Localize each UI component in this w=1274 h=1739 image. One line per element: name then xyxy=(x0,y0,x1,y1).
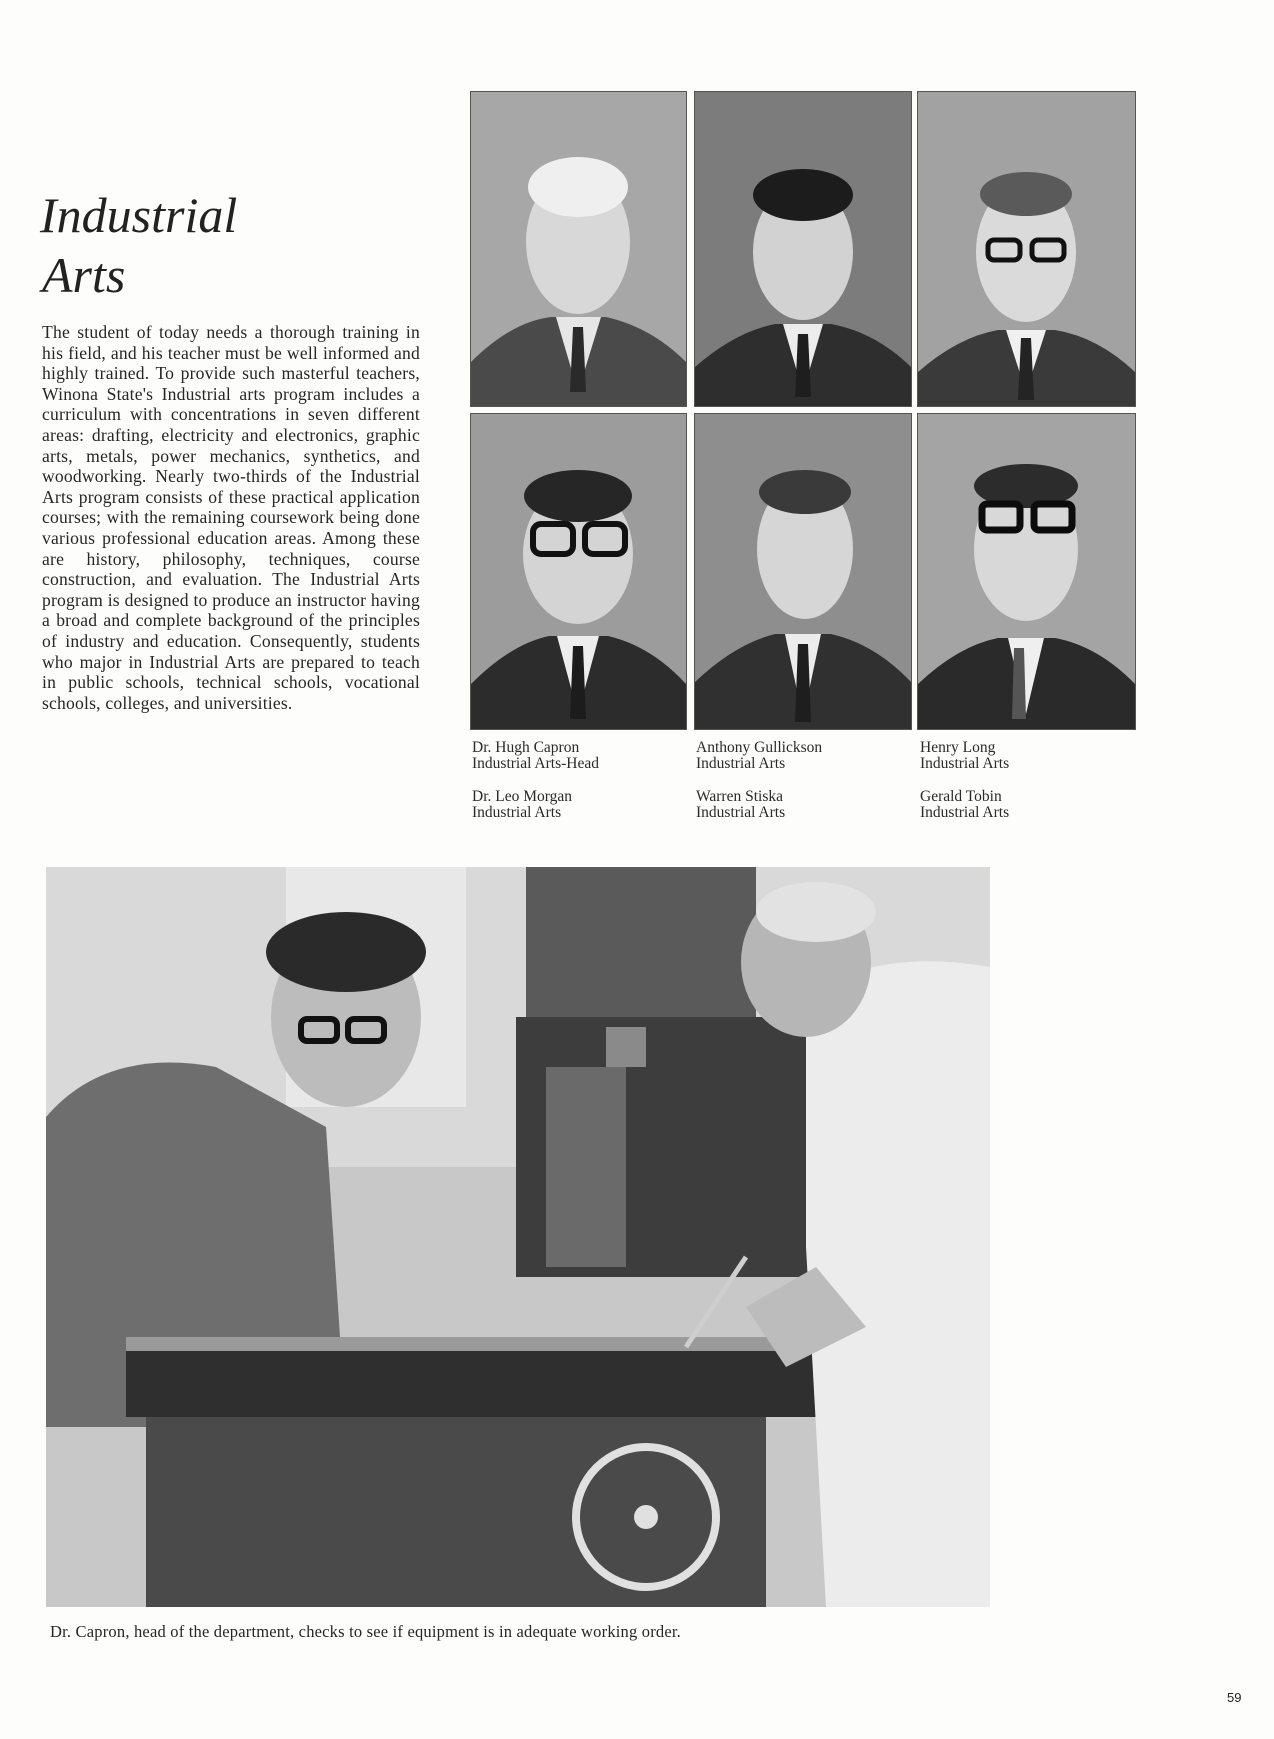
faculty-title: Industrial Arts xyxy=(920,804,1010,821)
caption-hugh-capron xyxy=(472,740,687,772)
faculty-title: Industrial Arts xyxy=(696,804,786,821)
faculty-name: Henry Long xyxy=(920,739,996,756)
caption-warren-stiska xyxy=(696,789,911,821)
portrait-hugh-capron xyxy=(470,91,687,407)
section-title-line-2: Arts xyxy=(42,247,126,303)
page-number: 59 xyxy=(1227,1690,1242,1705)
faculty-title: Industrial Arts xyxy=(920,755,1010,772)
faculty-name: Anthony Gullickson xyxy=(696,739,823,756)
portrait-gerald-tobin xyxy=(917,413,1136,730)
workshop-photo xyxy=(46,867,990,1607)
portrait-henry-long xyxy=(917,91,1136,407)
faculty-title: Industrial Arts xyxy=(472,804,562,821)
photo-caption: Dr. Capron, head of the department, checks to see if equipment is in adequate working order. xyxy=(50,1622,682,1641)
faculty-name: Gerald Tobin xyxy=(920,788,1002,805)
faculty-name: Dr. Hugh Capron xyxy=(472,739,580,756)
section-title xyxy=(40,185,420,305)
intro-paragraph: The student of today needs a thorough training in his field, and his teacher must be well informed and highly trained. To provide such masterful teachers, Winona State's Industrial arts program includes a curriculum with concentrations in seven different areas: drafting, electricity and electronics, graphic arts, metals, power mechanics, synthetics, and woodworking. Nearly two-thirds of the Industrial Arts program consists of these practical application courses; with the remaining coursework being done various professional education areas. Among these are history, philosophy, techniques, course construction, and evaluation. The Industrial Arts program is designed to produce an instructor having a broad and complete background of the principles of industry and education. Consequently, students who major in Industrial Arts are prepared to teach in public schools, technical schools, vocational schools, colleges, and universities. xyxy=(42,322,420,713)
caption-anthony-gullickson xyxy=(696,740,911,772)
faculty-name: Warren Stiska xyxy=(696,788,783,805)
section-title-line-1: Industrial xyxy=(40,187,238,243)
faculty-title: Industrial Arts xyxy=(696,755,786,772)
caption-leo-morgan xyxy=(472,789,687,821)
caption-henry-long xyxy=(920,740,1135,772)
portrait-warren-stiska xyxy=(694,413,912,730)
faculty-name: Dr. Leo Morgan xyxy=(472,788,573,805)
caption-gerald-tobin xyxy=(920,789,1135,821)
portrait-anthony-gullickson xyxy=(694,91,912,407)
faculty-title: Industrial Arts-Head xyxy=(472,755,599,772)
portrait-leo-morgan xyxy=(470,413,687,730)
